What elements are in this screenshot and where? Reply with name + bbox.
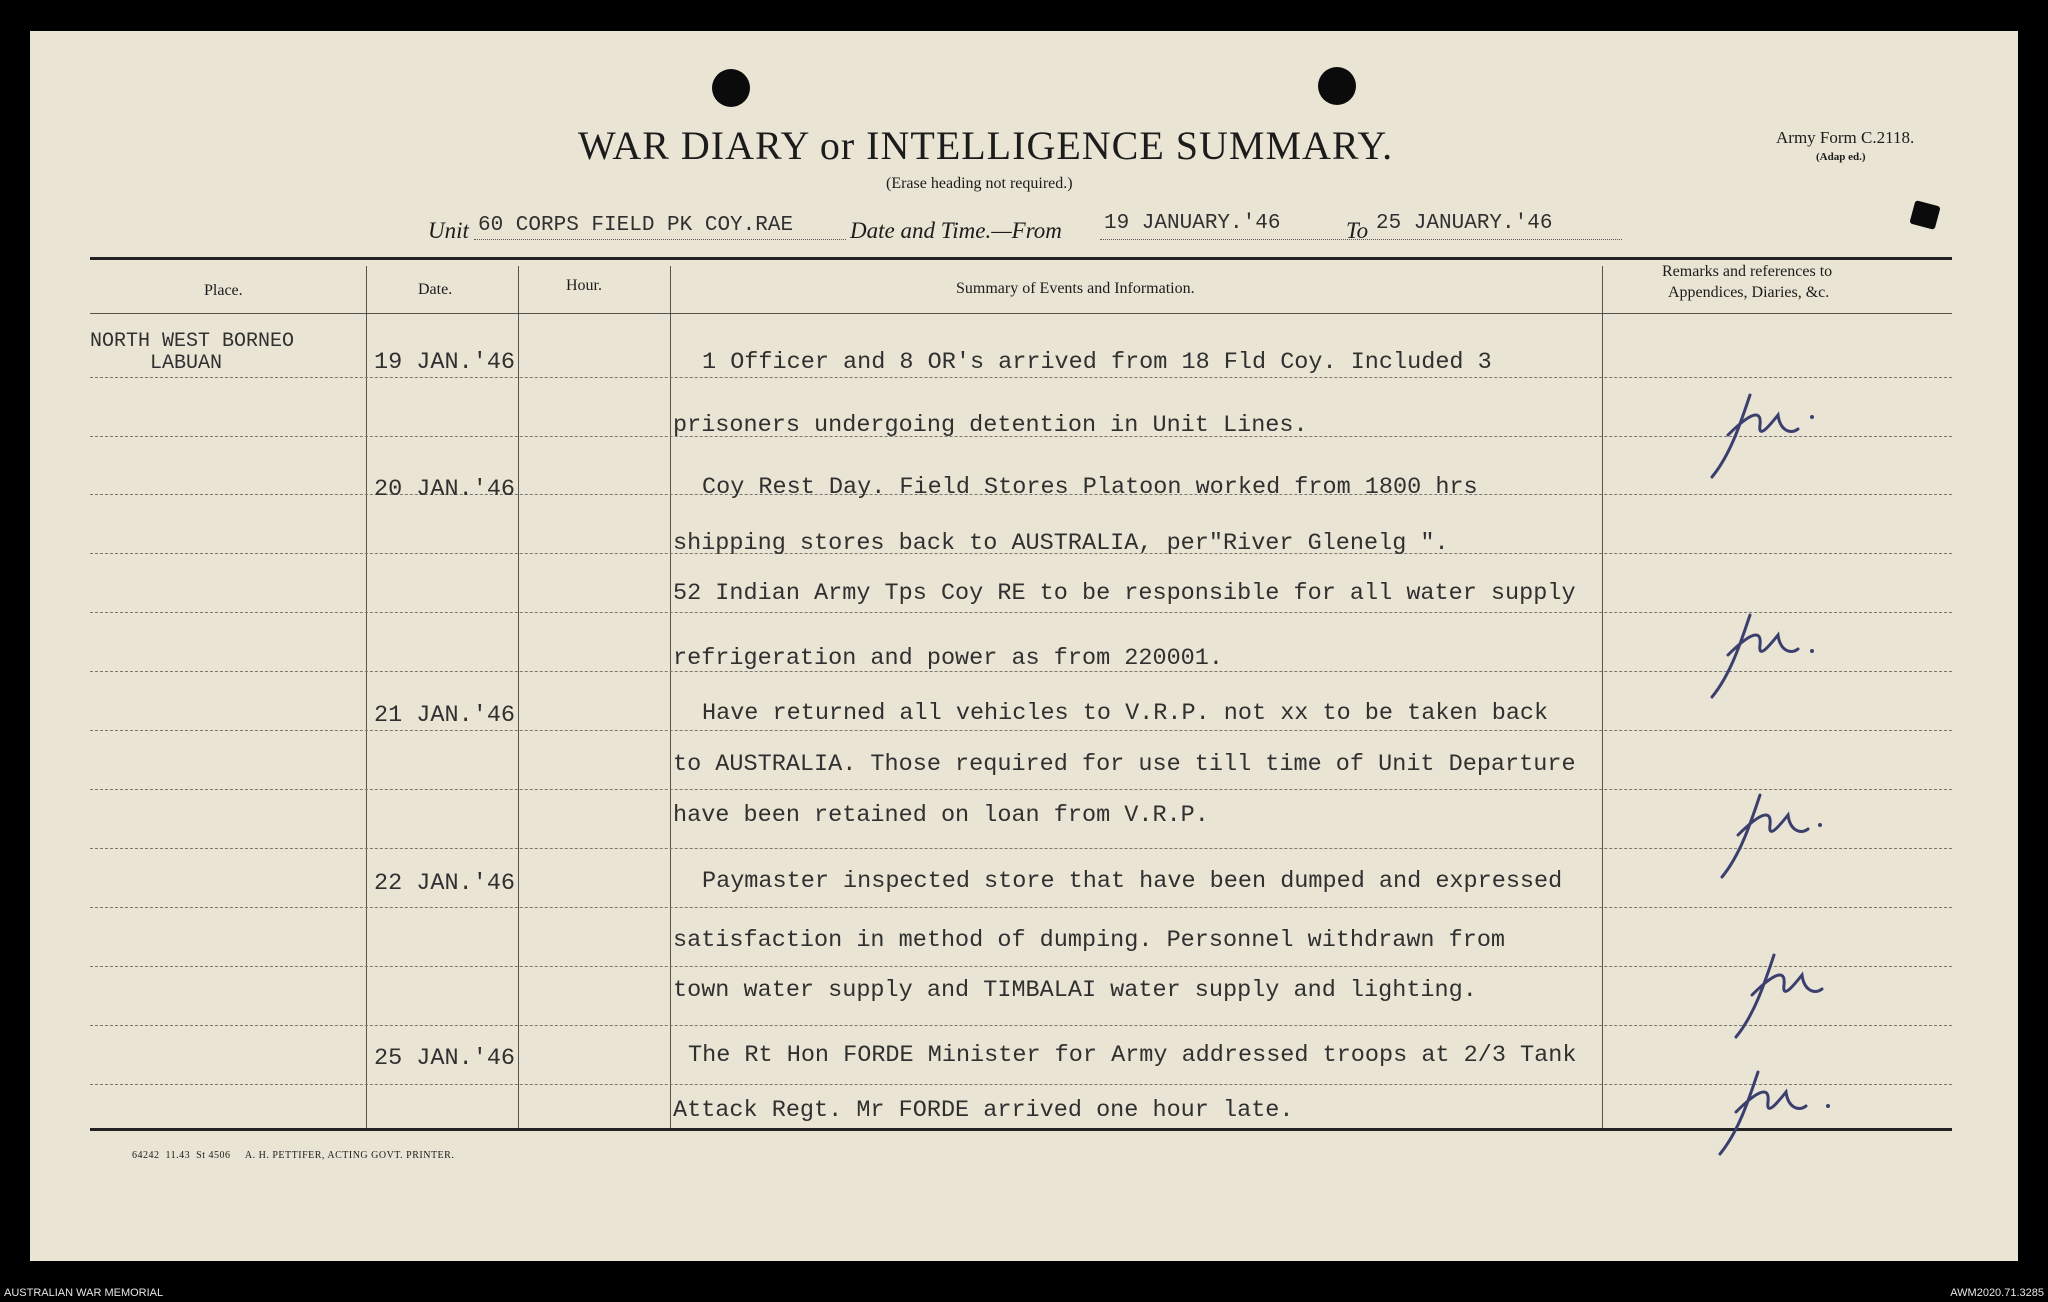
summary-line: 52 Indian Army Tps Coy RE to be responsible for all water supply <box>673 580 1576 607</box>
summary-line: have been retained on loan from V.R.P. <box>673 802 1209 829</box>
corner-tab <box>1909 200 1940 230</box>
ruled-line <box>90 848 1952 849</box>
entry-date: 20 JAN.'46 <box>374 476 516 503</box>
summary-line: 1 Officer and 8 OR's arrived from 18 Fld Coy. Included 3 <box>702 349 1492 376</box>
summary-line: The Rt Hon FORDE Minister for Army addressed troops at 2/3 Tank <box>688 1042 1577 1069</box>
printer-imprint: 64242 11.43 St 4506 A. H. PETTIFER, ACTING GOVT. PRINTER. <box>132 1150 455 1161</box>
column-header-remarks-2: Appendices, Diaries, &c. <box>1668 284 1830 301</box>
summary-line: Paymaster inspected store that have been dumped and expressed <box>702 868 1563 895</box>
to-value: 25 JANUARY.'46 <box>1376 212 1553 235</box>
form-adapted: (Adap ed.) <box>1816 151 1866 163</box>
punch-hole-right <box>1318 67 1356 105</box>
from-value: 19 JANUARY.'46 <box>1104 212 1281 235</box>
date-time-label: Date and Time.—From <box>850 218 1062 243</box>
initials-signature <box>1708 1062 1838 1162</box>
summary-line: Coy Rest Day. Field Stores Platoon worked from 1800 hrs <box>702 474 1478 501</box>
column-divider-4 <box>1602 266 1603 1128</box>
ruled-line <box>90 377 1952 378</box>
date-underline <box>1100 239 1622 240</box>
entry-date: 21 JAN.'46 <box>374 702 516 729</box>
unit-value: 60 CORPS FIELD PK COY.RAE <box>478 214 794 237</box>
summary-line: to AUSTRALIA. Those required for use till time of Unit Departure <box>673 751 1576 778</box>
column-divider-1 <box>366 266 367 1128</box>
header-underline <box>90 313 1952 314</box>
initials-signature <box>1700 605 1820 705</box>
column-divider-3 <box>670 266 671 1128</box>
table-top-rule <box>90 257 1952 260</box>
column-header-hour: Hour. <box>566 277 602 294</box>
entry-date: 25 JAN.'46 <box>374 1045 516 1072</box>
ruled-line <box>90 1084 1952 1085</box>
archive-name: AUSTRALIAN WAR MEMORIAL <box>4 1287 164 1299</box>
ruled-line <box>90 1025 1952 1026</box>
punch-hole-left <box>712 69 750 107</box>
ruled-line <box>90 730 1952 731</box>
summary-line: refrigeration and power as from 220001. <box>673 645 1223 672</box>
ruled-line <box>90 907 1952 908</box>
ruled-line <box>90 612 1952 613</box>
archive-reference: AWM2020.71.3285 <box>1950 1287 2044 1299</box>
table-bottom-rule <box>90 1128 1952 1131</box>
unit-underline <box>474 239 846 240</box>
summary-line: Have returned all vehicles to V.R.P. not xx to be taken back <box>702 700 1549 727</box>
summary-line: Attack Regt. Mr FORDE arrived one hour late. <box>673 1097 1294 1124</box>
archive-footer <box>0 1282 2048 1302</box>
unit-label: Unit <box>428 218 469 243</box>
summary-line: satisfaction in method of dumping. Personnel withdrawn from <box>673 927 1506 954</box>
initials-signature <box>1710 785 1830 885</box>
column-header-place: Place. <box>204 282 243 299</box>
form-subtitle: (Erase heading not required.) <box>886 175 1073 192</box>
column-header-summary: Summary of Events and Information. <box>956 280 1195 297</box>
initials-signature <box>1700 385 1820 485</box>
initials-signature <box>1724 945 1844 1045</box>
place-line: LABUAN <box>150 352 223 375</box>
entry-date: 22 JAN.'46 <box>374 870 516 897</box>
ruled-line <box>90 966 1952 967</box>
summary-line: town water supply and TIMBALAI water supply and lighting. <box>673 977 1477 1004</box>
place-line: NORTH WEST BORNEO <box>90 330 295 353</box>
to-label: To <box>1346 218 1369 243</box>
summary-line: prisoners undergoing detention in Unit Lines. <box>673 412 1308 439</box>
form-title: WAR DIARY or INTELLIGENCE SUMMARY. <box>578 123 1394 168</box>
entry-date: 19 JAN.'46 <box>374 349 516 376</box>
form-number: Army Form C.2118. <box>1776 128 1915 147</box>
summary-line: shipping stores back to AUSTRALIA, per"River Glenelg ". <box>673 530 1449 557</box>
ruled-line <box>90 789 1952 790</box>
column-header-remarks-1: Remarks and references to <box>1662 263 1833 280</box>
column-header-date: Date. <box>418 281 453 298</box>
column-divider-2 <box>518 266 519 1128</box>
